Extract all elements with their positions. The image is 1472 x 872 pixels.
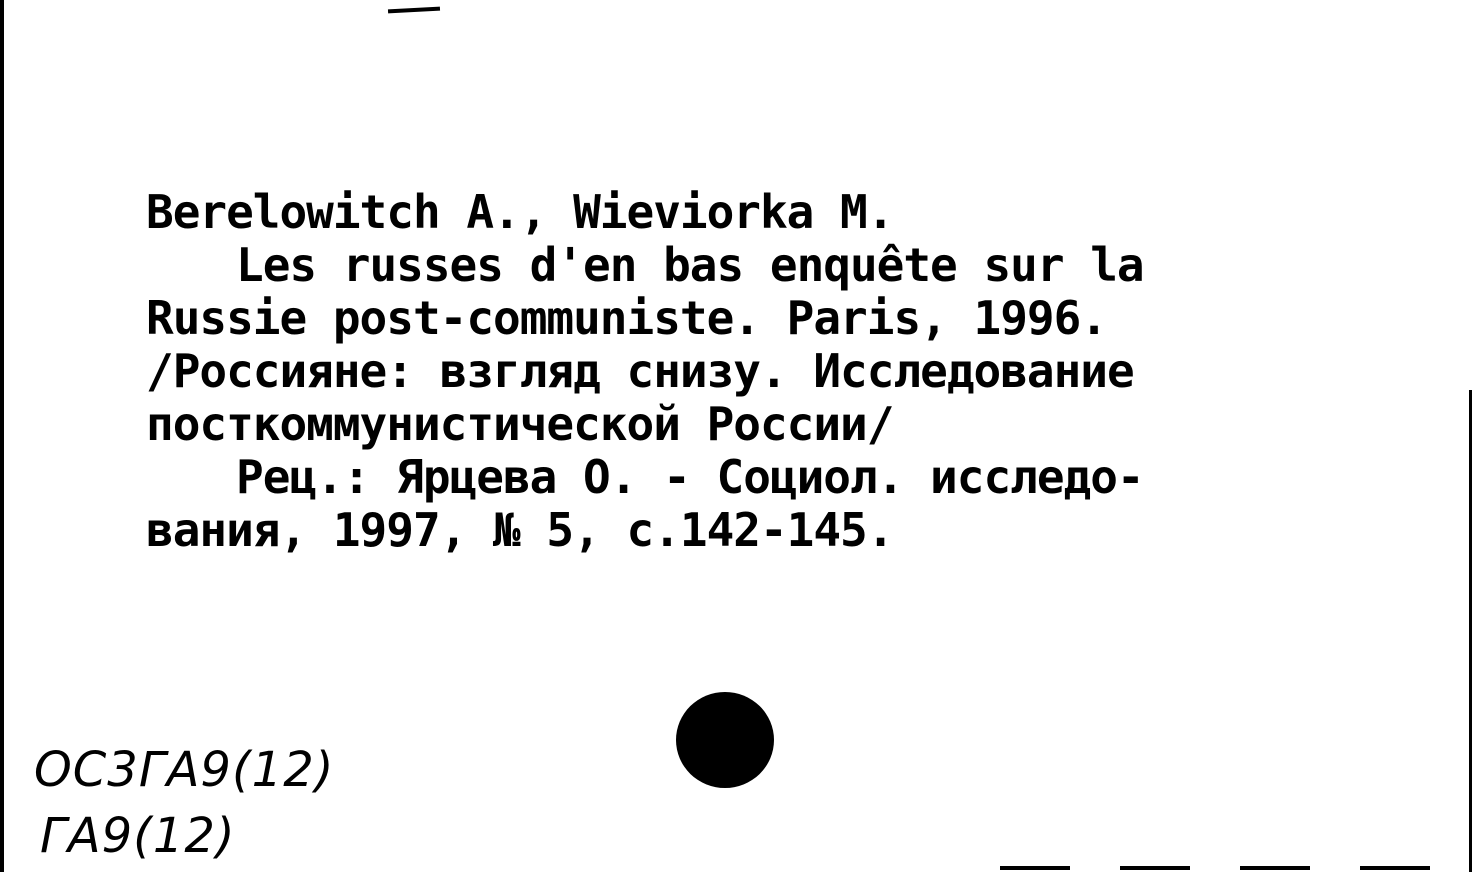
card-bottom-edge	[1000, 866, 1472, 870]
title-line: посткоммунистической России/	[146, 397, 894, 451]
title-line: Les russes d'en bas enquête sur la	[236, 238, 1144, 292]
card-left-edge	[0, 0, 4, 872]
scan-mark	[388, 7, 440, 14]
title-line: /Россияне: взгляд снизу. Исследование	[146, 344, 1134, 398]
shelf-mark-primary: ОС3ГА9(12)	[34, 742, 335, 798]
punch-hole	[676, 692, 774, 788]
author-line: Berelowitch A., Wieviorka M.	[146, 185, 894, 239]
review-line: вания, 1997, № 5, с.142-145.	[146, 503, 894, 557]
bibliographic-entry	[146, 186, 1366, 557]
title-line: Russie post-communiste. Paris, 1996.	[146, 291, 1107, 345]
review-line: Рец.: Ярцева О. - Социол. исследо-	[236, 450, 1144, 504]
shelf-mark-secondary: ГА9(12)	[40, 808, 236, 864]
